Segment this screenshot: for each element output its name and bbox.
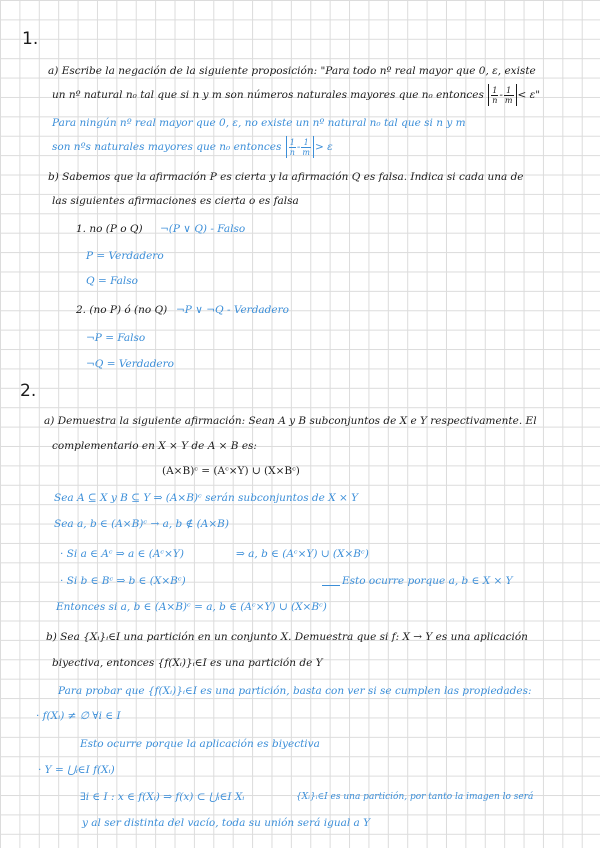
q2a-proof-conclusion: Entonces si a, b ∈ (A×B)ᶜ = a, b ∈ (Aᶜ×Y) ∪ (X×Bᶜ) — [56, 601, 327, 613]
q1a-answer-line2 — [52, 136, 333, 158]
q1b-item1-p-value: P = Verdadero — [86, 250, 164, 262]
q2b-statement-line2: biyectiva, entonces {f(Xᵢ)}ᵢ∈I es una partición de Y — [52, 657, 323, 669]
q2a-proof-note: Esto ocurre porque a, b ∈ X × Y — [342, 575, 513, 587]
q2a-proof-case-b: · Si b ∈ Bᶜ ⇒ b ∈ (X×Bᶜ) — [60, 575, 186, 587]
q1a-line2-end: < ε" — [517, 89, 541, 101]
q1b-statement-line1: b) Sabemos que la afirmación P es cierta y la afirmación Q es falsa. Indica si cada una de — [48, 171, 524, 183]
note-arrow — [322, 585, 340, 586]
fraction-1-n: $\frac{1}{n}$ — [492, 85, 498, 105]
minus-sign: - — [499, 89, 503, 101]
q1b-item2-answer: ¬P ∨ ¬Q - Verdadero — [176, 304, 289, 316]
q1b-item1-answer: ¬(P ∨ Q) - Falso — [160, 223, 246, 235]
question-1-number: 1. — [22, 29, 39, 49]
q1b-item2-q-value: ¬Q = Verdadero — [86, 358, 174, 370]
answer-fraction-1-n: $\frac{1}{n}$ — [289, 137, 295, 157]
q1a-statement-line2 — [52, 84, 540, 106]
q1b-item2-p-value: ¬P = Falso — [86, 332, 146, 344]
q2a-statement-line1: a) Demuestra la siguiente afirmación: Sean A y B subconjuntos de X e Y respectivamente. El — [44, 415, 537, 427]
q1a-statement-line2-text: un nº natural n₀ tal que si n y m son números naturales mayores que n₀ entonces — [52, 89, 484, 101]
answer-fraction-1-m: $\frac{1}{m}$ — [302, 137, 311, 157]
q2b-answer-property2: · Y = ⋃ᵢ∈I f(Xᵢ) — [38, 764, 115, 776]
q2b-answer-line6: y al ser distinta del vacío, toda su unión será igual a Y — [82, 817, 371, 829]
q1a-answer-line2-text: son nºs naturales mayores que n₀ entonces — [52, 141, 282, 153]
q2b-answer-property1-reason: Esto ocurre porque la aplicación es biyectiva — [80, 738, 320, 750]
q2b-answer-property1: · f(Xᵢ) ≠ ∅ ∀i ∈ I — [36, 710, 121, 722]
answer-abs-bar-left — [286, 136, 287, 158]
q2a-proof-case-a: · Si a ∈ Aᶜ ⇒ a ∈ (Aᶜ×Y) — [60, 548, 184, 560]
q2b-answer-line1: Para probar que {f(Xᵢ)}ᵢ∈I es una partición, basta con ver si se cumplen las propiedades: — [58, 685, 532, 697]
q1b-item1-q-value: Q = Falso — [86, 275, 138, 287]
abs-bar-left — [488, 84, 489, 106]
q2b-answer-line5a: ∃i ∈ I : x ∈ f(Xᵢ) ⇒ f(x) ⊂ ⋃ᵢ∈I Xᵢ — [80, 791, 245, 803]
q2a-proof-line2: Sea a, b ∈ (A×B)ᶜ → a, b ∉ (A×B) — [54, 518, 229, 530]
q1a-answer-line2-end: > ε — [315, 141, 333, 153]
q1a-answer-line1: Para ningún nº real mayor que 0, ε, no existe un nº natural n₀ tal que si n y m — [52, 117, 466, 129]
q2a-proof-line1: Sea A ⊆ X y B ⊆ Y ⇒ (A×B)ᶜ serán subconjuntos de X × Y — [54, 492, 359, 504]
q2a-proof-case-conclusion: ⇒ a, b ∈ (Aᶜ×Y) ∪ (X×Bᶜ) — [236, 548, 369, 560]
fraction-1-m: $\frac{1}{m}$ — [504, 85, 513, 105]
answer-minus-sign: - — [296, 141, 301, 153]
q1b-statement-line2: las siguientes afirmaciones es cierta o es falsa — [52, 195, 299, 207]
q1b-item1-label: 1. no (P o Q) — [76, 223, 143, 235]
abs-bar-right — [516, 84, 517, 106]
q1b-item2-label: 2. (no P) ó (no Q) — [76, 304, 168, 316]
q2b-answer-line5b: {Xᵢ}ᵢ∈I es una partición, por tanto la imagen lo será — [296, 792, 534, 802]
answer-abs-bar-right — [313, 136, 314, 158]
q2b-statement-line1: b) Sea {Xᵢ}ᵢ∈I una partición en un conjunto X. Demuestra que si f: X → Y es una aplicación — [46, 631, 528, 643]
question-2-number: 2. — [20, 381, 37, 401]
q2a-statement-line2: complementario en X × Y de A × B es: — [52, 440, 257, 452]
q2a-formula: (A×B)ᶜ = (Aᶜ×Y) ∪ (X×Bᶜ) — [162, 465, 300, 477]
q1a-statement-line1: a) Escribe la negación de la siguiente proposición: "Para todo nº real mayor que 0, ε, existe — [48, 65, 536, 77]
